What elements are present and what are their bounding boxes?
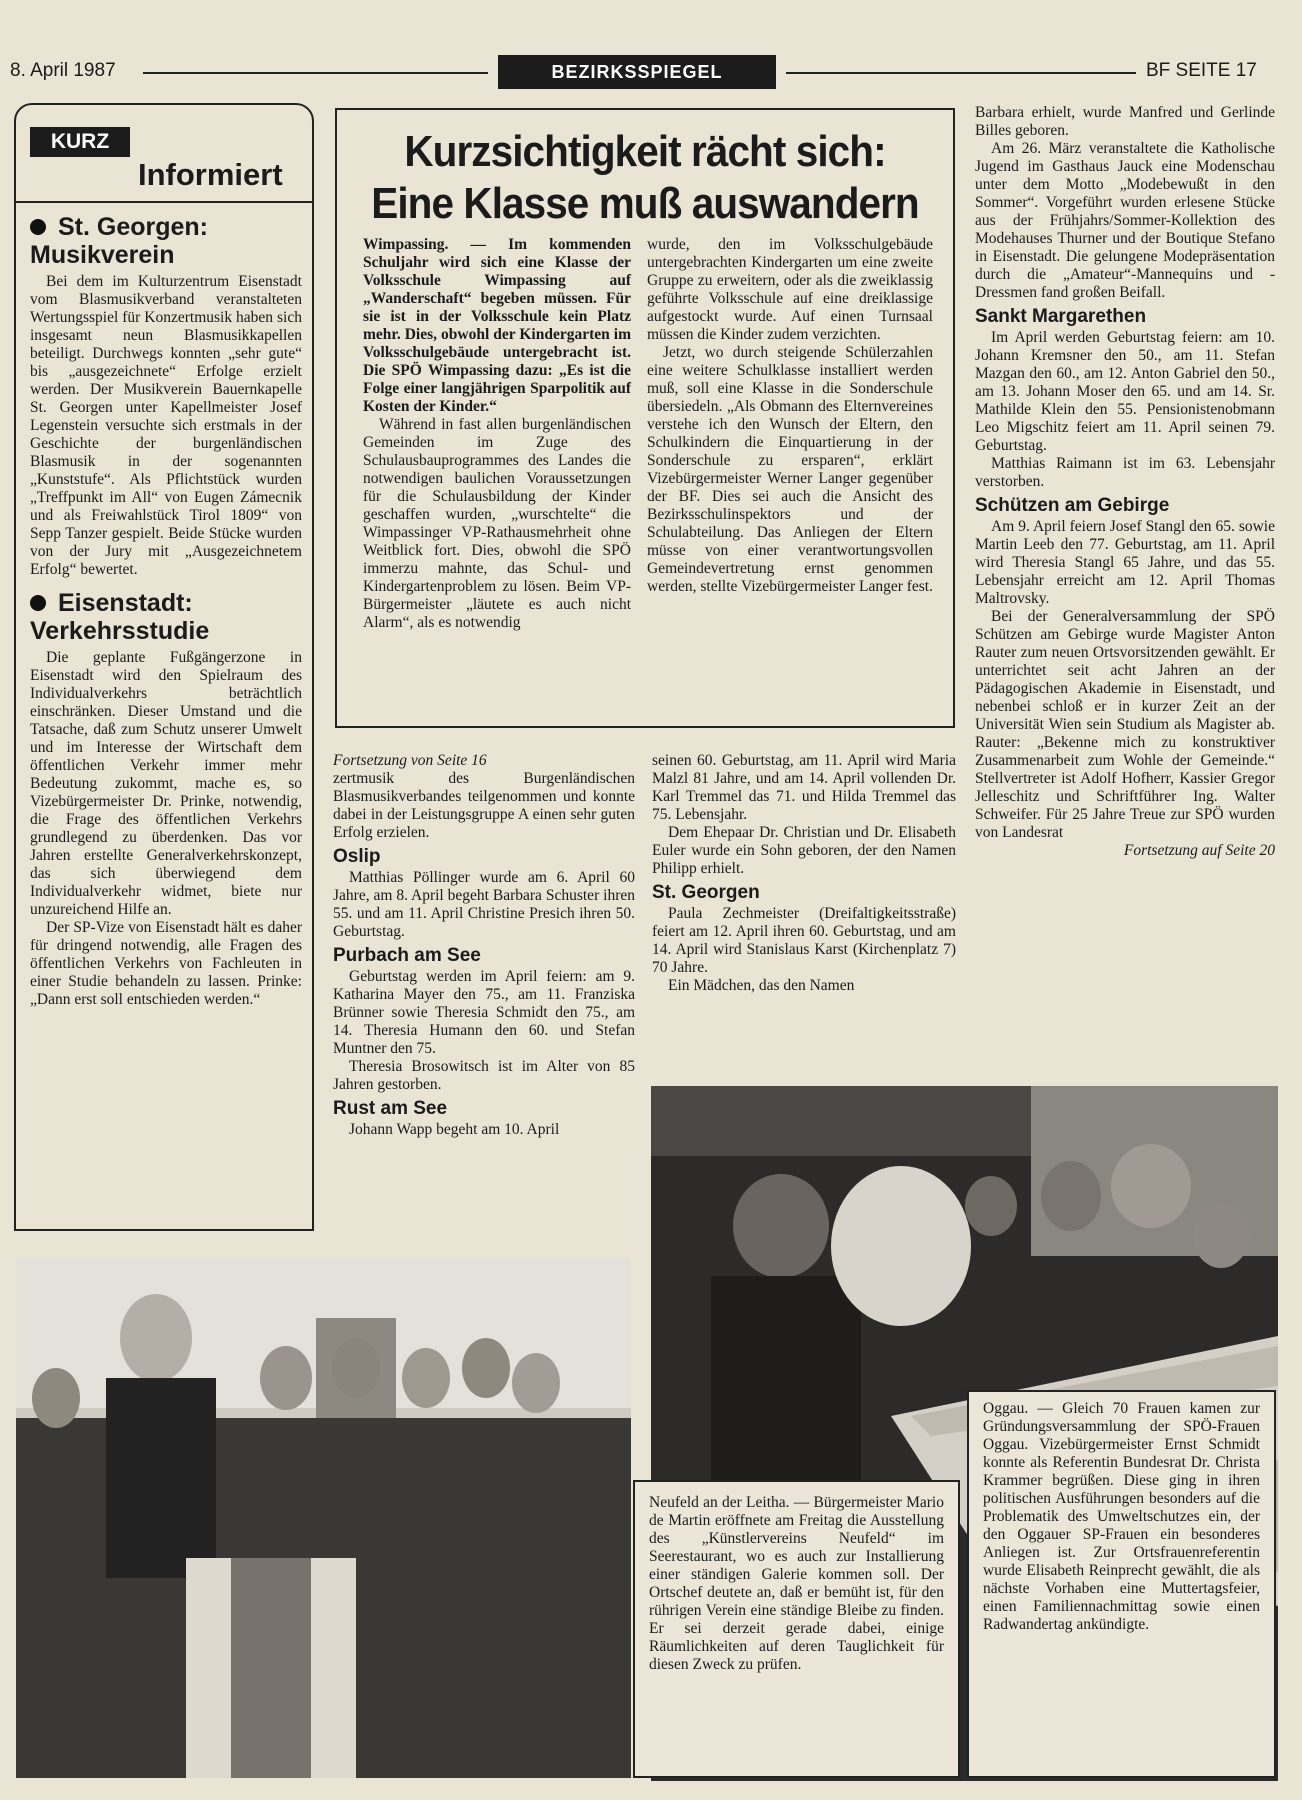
neufeld-caption-box [633,1480,960,1778]
photo-neufeld-exhibition [16,1258,631,1778]
oggau-caption: Oggau. — Gleich 70 Frauen kamen zur Gründungsversammlung der SPÖ-Frauen Oggau. Vizebürgermeister Ernst Schmidt konnte als Referentin Bundesrat Dr. Christa Krammer begrüßen. Diese ging in ihren politischen Ausführungen besonders auf die Problematik des Umweltschutzes ein, der den Oggauer SP-Frauen ein besonderes Anliegen ist. Zur Ortsfrauenreferentin wurde Elisabeth Reinprecht gewählt, die als nächste Vorhaben eine Muttertagsfeier, einen Familiennachmittag sowie einen Radwandertag ankündigte. [983,1400,1260,1633]
heading-purbach: Purbach am See [333,945,481,966]
lead-paragraph-3: Jetzt, wo durch steigende Schülerzahlen eine weitere Schulklasse installiert werden muß, soll eine Klasse in die Sonderschule übersiedeln. „Als Obmann des Elternvereines verstehe ich den Wunsch der Eltern, den Schulkindern die Einquartierung in der Sonderschule zu ersparen“, erklärt Vizebürgermeister Werner Langer gegenüber der BF. Dies sei auch die Ansicht des Bezirksschulinspektors und der Schulabteilung. Das Anliegen der Eltern müsse von einer verantwortungsvollen Gemeindevertretung ernst genommen werden, stellte Vizebürgermeister Langer fest. [647,344,933,595]
lead-headline: Kurzsichtigkeit rächt sich: Eine Klasse muß auswandern [371,127,919,228]
heading-rust: Rust am See [333,1098,448,1119]
heading-oslip: Oslip [333,846,381,867]
bullet-icon [30,219,46,235]
st-georgen-text-2: Ein Mädchen, das den Namen [668,977,855,994]
kurz-box [14,103,314,1231]
issue-date: 8. April 1987 [10,60,116,81]
page-number: BF SEITE 17 [1146,60,1257,81]
lead-article-box [335,108,955,728]
oggau-caption-box [967,1390,1276,1778]
section-label: BEZIRKSSPIEGEL [498,55,776,89]
kurz-paragraph-1: Bei dem im Kulturzentrum Eisenstadt vom Blasmusikverband veranstalteten Wertungsspiel für Konzertmusik haben sich insgesamt neun Blasmusikkapellen beteiligt. Durchwegs konnten „sehr gute“ bis „ausgezeichnete“ Erfolge erzielt werden. Der Musikverein Bauernkapelle St. Georgen unter Kapellmeister Josef Legenstein versuchte sich erstmals in der Geschichte der burgenländischen Blasmusik in der sogenannten „Kunststufe“. Als Pflichtstück wurden „Treffpunkt im All“ von Eugen Zámecnik und als Freiwahlstück Tirol 1809“ von Sepp Tanzer gespielt. Beide Stücke wurden von der Jury mit „Ausgezeichnetem Erfolg“ bewertet. [30,273,302,578]
kurz-paragraph-2: Die geplante Fußgängerzone in Eisenstadt wird den Spielraum des Individualverkehrs beträchtlich einschränken. Dieser Umstand und die Tatsache, daß zum Schutz unserer Umwelt und im Interesse der Wirtschaft dem öffentlichen Verkehr immer mehr Bedeutung zukommt, mache es, so Vizebürgermeister Dr. Prinke, notwendig, die Frage des öffentlichen Verkehrs grundlegend zu überdenken. Das vor Jahren erstellte Generalverkehrskonzept, das sich überwiegend dem Individualverkehr widmet, biete nur unzureichend Hilfe an. [30,649,302,918]
kurz-headline-1: St. Georgen: Musikverein [30,213,209,269]
heading-st-georgen: St. Georgen [652,882,760,903]
continued-to: Fortsetzung auf Seite 20 [1123,842,1275,859]
rust-text: Johann Wapp begeht am 10. April [349,1121,560,1138]
kurz-paragraph-3: Der SP-Vize von Eisenstadt hält es daher für dringend notwendig, alle Fragen des öffentlichen Verkehrs von Fachleuten in einer Studie behandeln zu lassen. Prinke: „Dann erst soll entschieden werden.“ [30,919,302,1008]
kurz-badge: KURZ [30,127,130,157]
sankt-margarethen-text: Im April werden Geburtstag feiern: am 10. Johann Kremsner den 50., am 11. Stefan Mazgan den 60., am 12. Anton Gabriel den 50., am 13. Johann Moser den 65. und am 14. Sr. Mathilde Klein den 55. Pensionistenobmann Leo Migschitz feiert am 11. April seinen 79. Geburtstag. [975,329,1275,454]
right-paragraph-1: Am 26. März veranstaltete die Katholische Jugend im Gasthaus Jauck eine Modenschau unter dem Motto „Modebewußt in den Sommer“. Vorgeführt wurden erlesene Stücke aus der Frühjahrs/Sommer-Kollektion des Modehauses Thurner und der Boutique Stefano in Eisenstadt. Die gelungene Modepräsentation durch die „Amateur“-Mannequins und -Dressmen fand großen Beifall. [975,140,1275,301]
purbach-text: Geburtstag werden im April feiern: am 9. Katharina Mayer den 75., am 11. Franziska Brünner sowie Theresia Schmidt den 75., am 14. Theresia Humann den 60. und Stefan Muntner den 75. [333,968,635,1057]
right-paragraph-0: Barbara erhielt, wurde Manfred und Gerlinde Billes geboren. [975,104,1275,139]
heading-schuetzen: Schützen am Gebirge [975,495,1170,516]
lead-paragraph-2: wurde, den im Volksschulgebäude untergebrachten Kindergarten um eine zweite Gruppe zu erweitern, oder als die zweiklassig geführte Volksschule auf eine dreiklassige aufgestockt wurde. Auf einen Turnsaal müssen die Kinder zudem verzichten. [647,236,933,343]
lead-paragraph-1: Während in fast allen burgenländischen Gemeinden im Zuge des Schulausbauprogrammes des Landes die notwendigen baulichen Voraussetzungen für die Schulausbildung der Kinder geschaffen wurden, „wurschtelte“ die Wimpassinger VP-Rathausmehrheit ohne Weitblick fort. Dies, obwohl die SPÖ immerzu mahnte, das Schul- und Kindergartenproblem zu lösen. Beim VP-Bürgermeister „läutete es auch nicht Alarm“, als es notwendig [363,416,631,631]
schuetzen-text: Am 9. April feiern Josef Stangl den 65. sowie Martin Leeb den 77. Geburtstag, am 11. April wird Theresia Stangl 65 Jahre, und das 55. Lebensjahr erreicht am 12. April Thomas Maltrovsky. [975,518,1275,607]
kurz-headline-2: Eisenstadt: Verkehrsstudie [30,589,210,645]
heading-sankt-margarethen: Sankt Margarethen [975,306,1147,327]
purbach-text-2: Theresia Brosowitsch ist im Alter von 85 Jahren gestorben. [333,1058,635,1093]
rust-text-3: Dem Ehepaar Dr. Christian und Dr. Elisabeth Euler wurde ein Sohn geboren, der den Namen Philipp erhielt. [652,824,956,877]
neufeld-caption: Neufeld an der Leitha. — Bürgermeister Mario de Martin eröffnete am Freitag die Ausstellung des „Künstlervereins Neufeld“ im Seerestaurant, wo es auch zur Installierung einer ständigen Galerie kommen soll. Der Ortschef deutete an, daß er bemüht ist, für den rührigen Verein eine ständige Bleibe zu finden. Er sei derzeit gerade dabei, einige Räumlichkeiten auf deren Tauglichkeit für diesen Zweck zu prüfen. [649,1494,944,1673]
sankt-margarethen-text-2: Matthias Raimann ist im 63. Lebensjahr verstorben. [975,455,1275,490]
cont-paragraph: zertmusik des Burgenländischen Blasmusikverbandes teilgenommen und konnte dabei in der Leistungsgruppe A einen sehr guten Erfolg erzielen. [333,770,635,841]
bullet-icon [30,595,46,611]
schuetzen-text-2: Bei der Generalversammlung der SPÖ Schützen am Gebirge wurde Magister Anton Rauter zum neuen Ortsvorsitzenden gewählt. Er unterrichtet seit acht Jahren an der Pädagogischen Akademie in Eisenstadt, und nebenbei schloß er in kurzer Zeit an der Universität Wien sein Studium als Magister ab. Rauter: „Bekenne mich zu konstruktiver Zusammenarbeit zum Wohle der Gemeinde.“ Stellvertreter ist Adolf Hofherr, Kassier Gregor Jelleschitz und Schriftführer Ing. Walter Schweifer. Für 25 Jahre Treue zur SPÖ wurden von Landesrat [975,608,1275,841]
kurz-rule [16,201,312,203]
kurz-title: Informiert [138,157,283,192]
st-georgen-text: Paula Zechmeister (Dreifaltigkeitsstraße) feiert am 12. April ihren 60. Geburtstag, und am 14. April wird Stanislaus Karst (Kirchenplatz 7) 70 Jahre. [652,905,956,976]
photo-neufeld-image [16,1258,631,1778]
lead-intro: Wimpassing. — Im kommenden Schuljahr wird sich eine Klasse der Volksschule Wimpassing auf „Wanderschaft“ begeben müssen. Für sie ist in der Volksschule kein Platz mehr. Dies, obwohl der Kindergarten im Volksschulgebäude untergebracht ist. Die SPÖ Wimpassing dazu: „Es ist die Folge einer langjährigen Sparpolitik auf Kosten der Kinder.“ [363,236,631,415]
continued-from: Fortsetzung von Seite 16 [333,752,487,769]
header-rule-right [786,72,1136,74]
rust-text-2: seinen 60. Geburtstag, am 11. April wird Maria Malzl 81 Jahre, und am 14. April vollenden Dr. Karl Tremmel das 71. und Hilda Tremmel das 75. Lebensjahr. [652,752,956,823]
header-rule-left [143,72,488,74]
oslip-text: Matthias Pöllinger wurde am 6. April 60 Jahre, am 8. April begeht Barbara Schuster ihren 55. und am 11. April Christine Presich ihren 50. Geburtstag. [333,869,635,940]
